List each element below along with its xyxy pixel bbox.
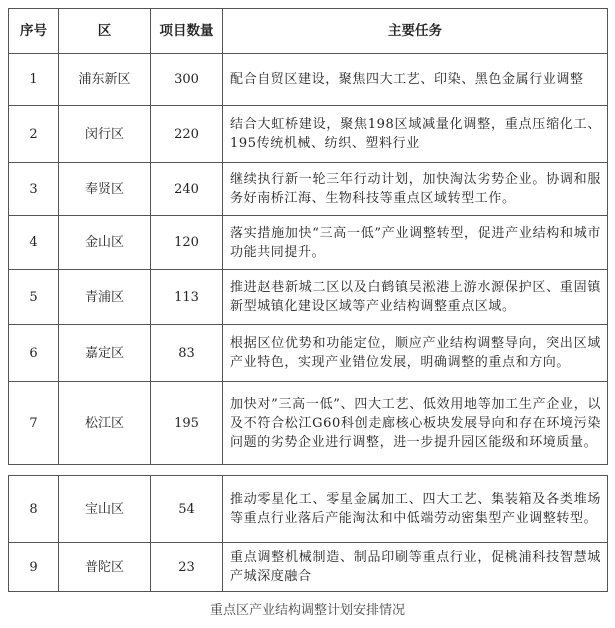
row-count: 300 — [151, 54, 223, 106]
row-district: 普陀区 — [59, 543, 151, 592]
table-gap — [9, 465, 608, 476]
row-no: 7 — [9, 382, 59, 465]
row-district: 宝山区 — [59, 476, 151, 543]
row-count: 195 — [151, 382, 223, 465]
row-count: 83 — [151, 325, 223, 382]
plan-table — [8, 8, 608, 592]
table-row — [9, 106, 608, 163]
row-no: 4 — [9, 216, 59, 270]
row-task: 结合大虹桥建设，聚焦198区域减量化调整，重点压缩化工、195传统机械、纺织、塑料行业 — [223, 106, 608, 163]
table-header-row — [9, 9, 608, 54]
header-task: 主要任务 — [223, 9, 608, 54]
table-row — [9, 163, 608, 216]
row-task: 推进赵巷新城二区以及白鹤镇吴淞港上游水源保护区、重固镇新型城镇化建设区域等产业结构调整重点区域。 — [223, 270, 608, 325]
row-no: 1 — [9, 54, 59, 106]
row-task: 继续执行新一轮三年行动计划，加快淘汰劣势企业。协调和服务好南桥江海、生物科技等重点区域转型工作。 — [223, 163, 608, 216]
row-district: 奉贤区 — [59, 163, 151, 216]
table-row — [9, 382, 608, 465]
row-task: 根据区位优势和功能定位，顺应产业结构调整导向，突出区域产业特色，实现产业错位发展，明确调整的重点和方向。 — [223, 325, 608, 382]
row-count: 54 — [151, 476, 223, 543]
row-task: 推动零星化工、零星金属加工、四大工艺、集装箱及各类堆场等重点行业落后产能淘汰和中低端劳动密集型产业调整转型。 — [223, 476, 608, 543]
table-row — [9, 270, 608, 325]
header-count: 项目数量 — [151, 9, 223, 54]
row-district: 金山区 — [59, 216, 151, 270]
row-no: 8 — [9, 476, 59, 543]
row-task: 落实措施加快“三高一低”产业调整转型，促进产业结构和城市功能共同提升。 — [223, 216, 608, 270]
row-no: 2 — [9, 106, 59, 163]
row-task: 配合自贸区建设，聚焦四大工艺、印染、黑色金属行业调整 — [223, 54, 608, 106]
table-row — [9, 543, 608, 592]
table-caption: 重点区产业结构调整计划安排情况 — [209, 603, 405, 618]
table-row — [9, 54, 608, 106]
row-district: 松江区 — [59, 382, 151, 465]
row-count: 120 — [151, 216, 223, 270]
row-district: 闵行区 — [59, 106, 151, 163]
table-row — [9, 476, 608, 543]
header-district: 区 — [59, 9, 151, 54]
row-no: 3 — [9, 163, 59, 216]
table-row — [9, 325, 608, 382]
row-task: 加快对”三高一低”、四大工艺、低效用地等加工生产企业，以及不符合松江G60科创走廊核心板块发展导向和存在环境污染问题的劣势企业进行调整，进一步提升园区能级和环境质量。 — [223, 382, 608, 465]
row-task: 重点调整机械制造、制品印刷等重点行业，促桃浦科技智慧城产城深度融合 — [223, 543, 608, 592]
row-district: 嘉定区 — [59, 325, 151, 382]
row-no: 9 — [9, 543, 59, 592]
row-count: 240 — [151, 163, 223, 216]
row-count: 220 — [151, 106, 223, 163]
row-no: 5 — [9, 270, 59, 325]
header-no: 序号 — [9, 9, 59, 54]
row-no: 6 — [9, 325, 59, 382]
row-count: 23 — [151, 543, 223, 592]
table-row — [9, 216, 608, 270]
row-count: 113 — [151, 270, 223, 325]
row-district: 浦东新区 — [59, 54, 151, 106]
row-district: 青浦区 — [59, 270, 151, 325]
